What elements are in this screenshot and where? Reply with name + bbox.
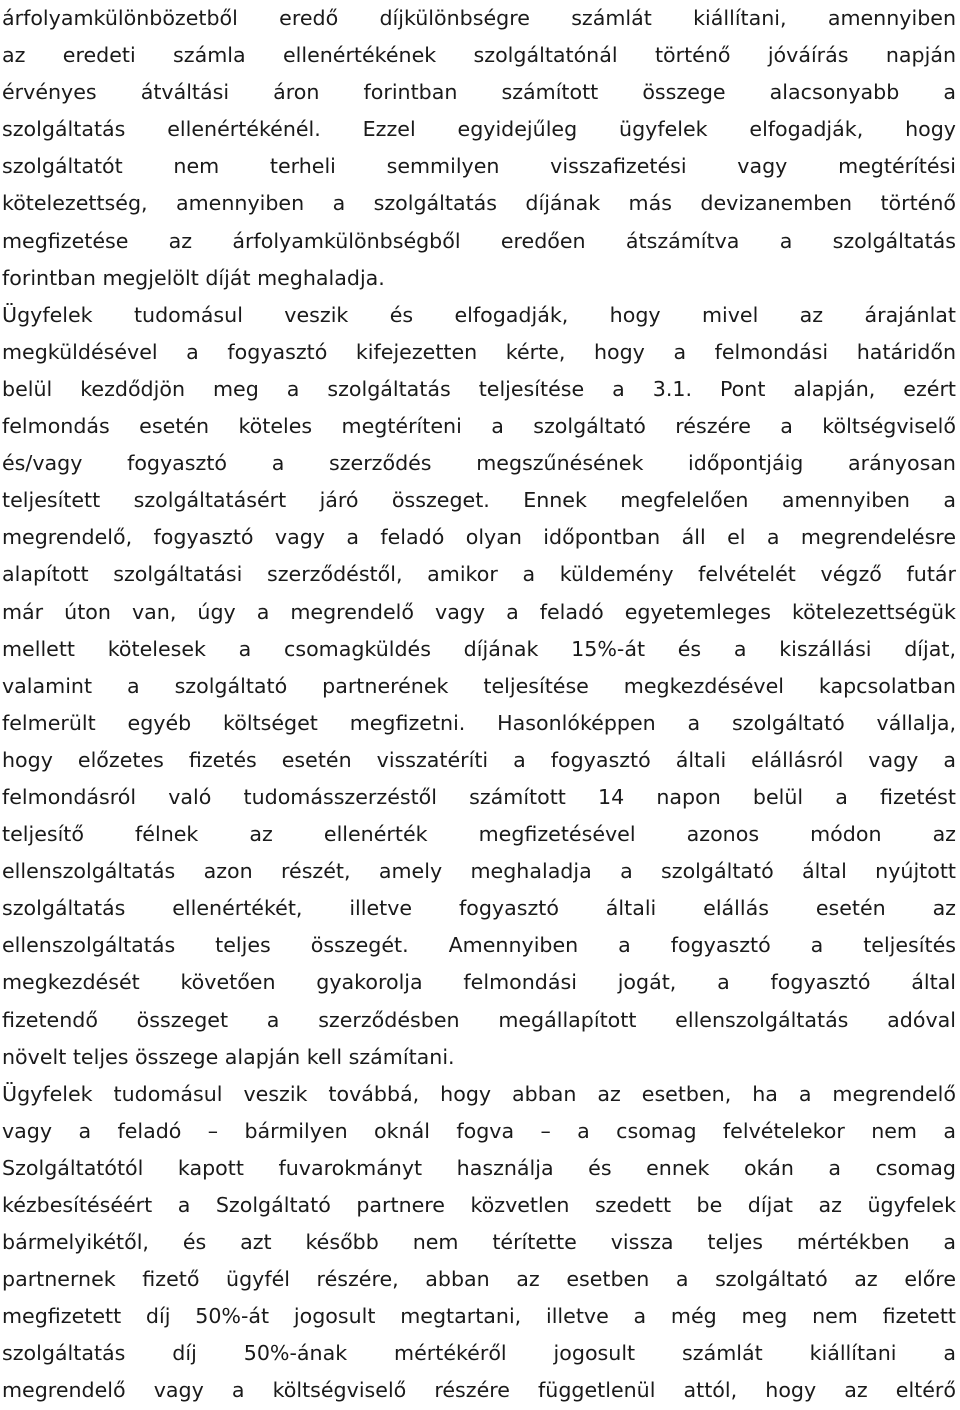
text-line: növelt teljes összege alapján kell számítani. — [2, 1044, 455, 1069]
text-line: forintban megjelölt díját meghaladja. — [2, 265, 385, 290]
text-line: hogy előzetes fizetés esetén visszatéríti a fogyasztó általi elállásról vagy a — [2, 747, 956, 772]
text-line: szolgáltatót nem terheli semmilyen visszafizetési vagy megtérítési — [2, 154, 956, 179]
text-line: ellenszolgáltatás teljes összegét. Amennyiben a fogyasztó a teljesítés — [2, 933, 956, 958]
text-line: Ügyfelek tudomásul veszik és elfogadják, hogy mivel az árajánlat — [2, 302, 956, 327]
text-line: már úton van, úgy a megrendelő vagy a feladó egyetemleges kötelezettségük — [2, 599, 956, 624]
paragraph — [2, 297, 956, 1076]
text-line: mellett kötelesek a csomagküldés díjának 15%-át és a kiszállási díjat, — [2, 636, 956, 661]
text-line: az eredeti számla ellenértékének szolgáltatónál történő jóváírás napján — [2, 43, 956, 68]
text-line: partnernek fizető ügyfél részére, abban az esetben a szolgáltató az előre — [2, 1267, 956, 1292]
text-line: megkezdését követően gyakorolja felmondási jogát, a fogyasztó által — [2, 970, 956, 995]
text-line: bármelyikétől, és azt később nem térítette vissza teljes mértékben a — [2, 1230, 956, 1255]
text-line: szolgáltatás díj 50%-ának mértékéről jogosult számlát kiállítani a — [2, 1341, 956, 1366]
text-line: árfolyamkülönbözetből eredő díjkülönbségre számlát kiállítani, amennyiben — [2, 6, 956, 30]
document-page — [2, 0, 956, 1410]
text-line: felmondásról való tudomásszerzéstől számított 14 napon belül a fizetést — [2, 784, 956, 809]
text-line: Ügyfelek tudomásul veszik továbbá, hogy abban az esetben, ha a megrendelő — [2, 1081, 956, 1106]
text-line: és/vagy fogyasztó a szerződés megszűnésének időpontjáig arányosan — [2, 451, 956, 476]
text-line: megfizetése az árfolyamkülönbségből eredően átszámítva a szolgáltatás — [2, 228, 956, 253]
text-line: belül kezdődjön meg a szolgáltatás teljesítése a 3.1. Pont alapján, ezért — [2, 376, 956, 401]
text-line: alapított szolgáltatási szerződéstől, amikor a küldemény felvételét végző futár — [2, 562, 956, 587]
paragraph — [2, 0, 956, 297]
text-line: teljesített szolgáltatásért járó összeget. Ennek megfelelően amennyiben a — [2, 488, 956, 513]
text-line: fizetendő összeget a szerződésben megállapított ellenszolgáltatás adóval — [2, 1007, 956, 1032]
paragraph — [2, 1076, 956, 1410]
text-line: Szolgáltatótól kapott fuvarokmányt használja és ennek okán a csomag — [2, 1155, 956, 1180]
text-line: megrendelő, fogyasztó vagy a feladó olyan időpontban áll el a megrendelésre — [2, 525, 956, 550]
text-line: kézbesítéséért a Szolgáltató partnere közvetlen szedett be díjat az ügyfelek — [2, 1193, 956, 1217]
text-line: szolgáltatás ellenértékét, illetve fogyasztó általi elállás esetén az — [2, 896, 956, 921]
text-line: teljesítő félnek az ellenérték megfizetésével azonos módon az — [2, 822, 956, 847]
text-line: megküldésével a fogyasztó kifejezetten kérte, hogy a felmondási határidőn — [2, 339, 956, 364]
text-line: szolgáltatás ellenértékénél. Ezzel egyidejűleg ügyfelek elfogadják, hogy — [2, 117, 956, 142]
text-line: valamint a szolgáltató partnerének teljesítése megkezdésével kapcsolatban — [2, 673, 956, 698]
text-line: megfizetett díj 50%-át jogosult megtartani, illetve a még meg nem fizetett — [2, 1304, 956, 1329]
text-line: felmerült egyéb költséget megfizetni. Hasonlóképpen a szolgáltató vállalja, — [2, 710, 956, 735]
text-line: megrendelő vagy a költségviselő részére függetlenül attól, hogy az eltérő — [2, 1378, 956, 1403]
text-line: ellenszolgáltatás azon részét, amely meghaladja a szolgáltató által nyújtott — [2, 859, 956, 884]
text-line: kötelezettség, amennyiben a szolgáltatás díjának más devizanemben történő — [2, 191, 956, 216]
text-line: érvényes átváltási áron forintban számított összege alacsonyabb a — [2, 80, 956, 105]
text-line: vagy a feladó – bármilyen oknál fogva – a csomag felvételekor nem a — [2, 1118, 956, 1143]
text-line: felmondás esetén köteles megtéríteni a szolgáltató részére a költségviselő — [2, 414, 956, 439]
